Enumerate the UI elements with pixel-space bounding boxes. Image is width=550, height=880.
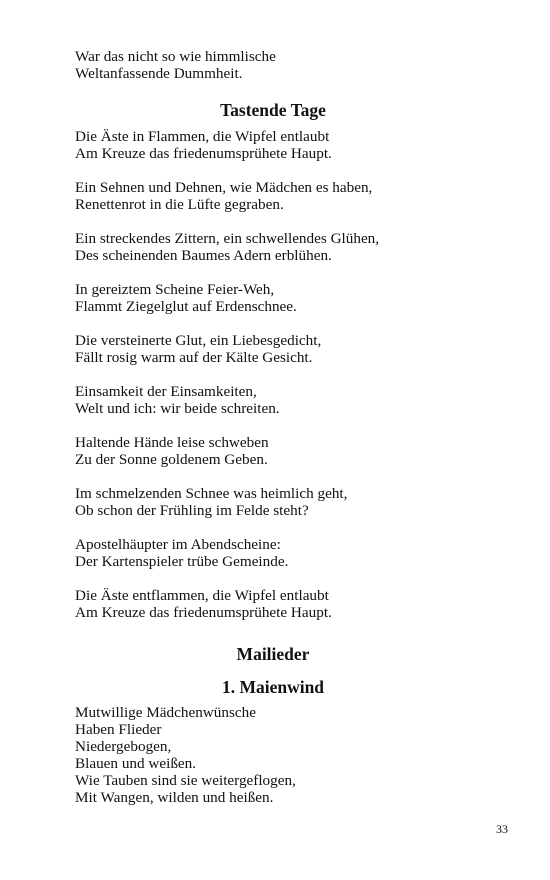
- verse-line: War das nicht so wie himmlische: [75, 48, 276, 65]
- verse-line: Haben Flieder: [75, 721, 162, 738]
- verse-line: Im schmelzenden Schnee was heimlich geht,: [75, 485, 348, 502]
- stanza: [75, 179, 495, 213]
- stanza: [75, 536, 495, 570]
- verse-line: Welt und ich: wir beide schreiten.: [75, 400, 280, 417]
- stanza: [75, 485, 495, 519]
- verse-line: Flammt Ziegelglut auf Erdenschnee.: [75, 298, 297, 315]
- page-text-block: [75, 48, 495, 806]
- stanza: [75, 128, 495, 162]
- stanza: [75, 332, 495, 366]
- verse-line: Fällt rosig warm auf der Kälte Gesicht.: [75, 349, 313, 366]
- verse-line: Blauen und weißen.: [75, 755, 197, 772]
- verse-line: Weltanfassende Dummheit.: [75, 65, 243, 82]
- verse-line: Mutwillige Mädchenwünsche: [75, 704, 256, 721]
- verse-line: Ein streckendes Zittern, ein schwellendes Glühen,: [75, 230, 380, 247]
- verse-line: Die versteinerte Glut, ein Liebesgedicht,: [75, 332, 322, 349]
- stanza: [75, 383, 495, 417]
- poem-title-tastende-tage: Tastende Tage: [220, 100, 326, 120]
- verse-line: Die Äste in Flammen, die Wipfel entlaubt: [75, 128, 330, 145]
- verse-line: Apostelhäupter im Abendscheine:: [75, 536, 281, 553]
- verse-line: Zu der Sonne goldenem Geben.: [75, 451, 268, 468]
- page-number: 33: [496, 822, 508, 836]
- verse-line: Die Äste entflammen, die Wipfel entlaubt: [75, 587, 329, 604]
- verse-line: Am Kreuze das friedenumsprühete Haupt.: [75, 604, 332, 621]
- poem-title-maienwind: 1. Maienwind: [221, 677, 325, 697]
- poem-maienwind: [75, 704, 495, 806]
- verse-line: Niedergebogen,: [75, 738, 172, 755]
- stanza: [75, 434, 495, 468]
- verse-line: Renettenrot in die Lüfte gegraben.: [75, 196, 284, 213]
- verse-line: Mit Wangen, wilden und heißen.: [75, 789, 274, 806]
- verse-line: Ein Sehnen und Dehnen, wie Mädchen es haben,: [75, 179, 373, 196]
- verse-line: In gereiztem Scheine Feier-Weh,: [75, 281, 275, 298]
- stanza: [75, 230, 495, 264]
- stanza: [75, 281, 495, 315]
- stanza: [75, 587, 495, 621]
- verse-line: Ob schon der Frühling im Felde steht?: [75, 502, 309, 519]
- section-title-mailieder: Mailieder: [236, 644, 310, 664]
- poem-tastende-tage: [75, 128, 495, 621]
- opening-stanza: [75, 48, 495, 82]
- verse-line: Der Kartenspieler trübe Gemeinde.: [75, 553, 289, 570]
- verse-line: Wie Tauben sind sie weitergeflogen,: [75, 772, 296, 789]
- verse-line: Am Kreuze das friedenumsprühete Haupt.: [75, 145, 332, 162]
- verse-line: Einsamkeit der Einsamkeiten,: [75, 383, 257, 400]
- verse-line: Haltende Hände leise schweben: [75, 434, 269, 451]
- verse-line: Des scheinenden Baumes Adern erblühen.: [75, 247, 332, 264]
